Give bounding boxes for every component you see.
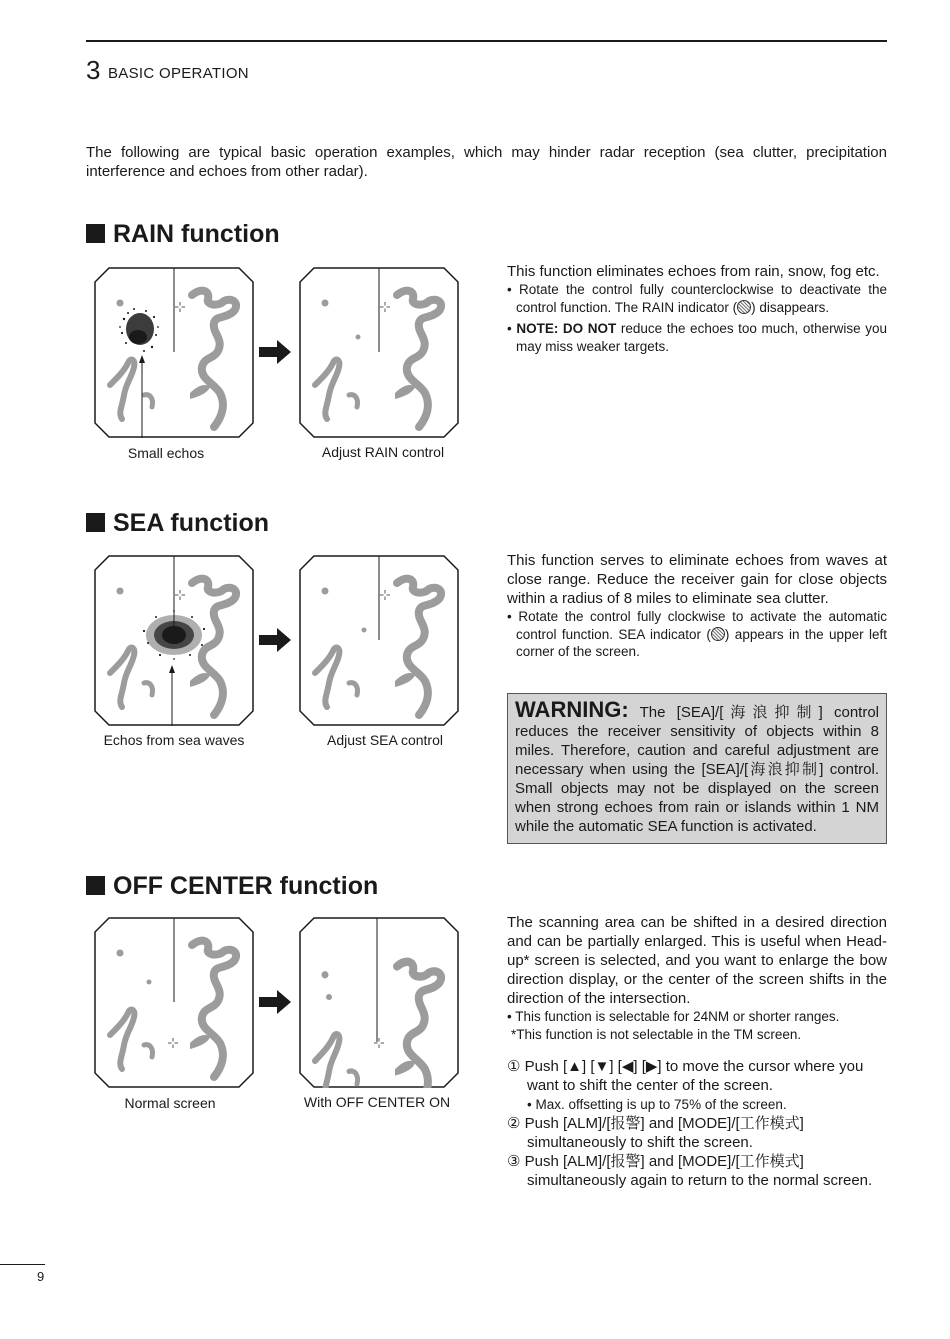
section-marker bbox=[86, 876, 105, 895]
offcenter-desc-text: The scanning area can be shifted in a desired direction and can be partially enlarged. This is useful when Head-up* screen is selected, and you want to enlarge the bow direction display, or the center of the screen shifts in the direction of the intersection. bbox=[507, 914, 887, 1007]
offcenter-note-1: • This function is selectable for 24NM or shorter ranges. bbox=[507, 1009, 840, 1024]
step-1: ① Push [▲] [▼] [◀] [▶] to move the cursor where you want to shift the center of the screen. • Max. offsetting is up to 75% of the screen. bbox=[507, 1058, 864, 1112]
offcenter-caption-right: With OFF CENTER ON bbox=[303, 1094, 451, 1110]
sea-after-screen bbox=[299, 555, 459, 726]
step-2: ② Push [ALM]/[报警] and [MODE]/[工作模式] simultaneously to shift the screen. bbox=[507, 1115, 804, 1151]
rain-caption-left: Small echos bbox=[127, 445, 205, 461]
sea-indicator-icon bbox=[711, 627, 725, 641]
rain-indicator-icon bbox=[737, 300, 751, 314]
rain-heading: RAIN function bbox=[86, 220, 280, 249]
sea-before-screen bbox=[94, 555, 254, 726]
rain-description bbox=[507, 262, 887, 355]
header-rule bbox=[86, 40, 887, 42]
footer-rule bbox=[0, 1264, 45, 1265]
sea-caption-right: Adjust SEA control bbox=[327, 732, 443, 748]
arrow-right-icon bbox=[259, 628, 291, 652]
chapter-number: 3 bbox=[86, 55, 101, 85]
offcenter-note-2: *This function is not selectable in the TM screen. bbox=[511, 1026, 802, 1042]
warning-title: WARNING: bbox=[515, 697, 629, 722]
arrow-right-icon bbox=[259, 990, 291, 1014]
offcenter-normal-screen bbox=[94, 917, 254, 1088]
rain-after-screen bbox=[299, 267, 459, 438]
chapter-title: BASIC OPERATION bbox=[108, 65, 249, 82]
arrow-right-icon bbox=[259, 340, 291, 364]
rain-bullet-2: • NOTE: DO NOT reduce the echoes too much, otherwise you may miss weaker targets. bbox=[507, 321, 888, 354]
page-number: 9 bbox=[37, 1269, 45, 1284]
step-3: ③ Push [ALM]/[报警] and [MODE]/[工作模式] simultaneously again to return to the normal screen. bbox=[507, 1153, 873, 1189]
rain-caption-right: Adjust RAIN control bbox=[321, 444, 445, 460]
step-1-note: • Max. offsetting is up to 75% of the screen. bbox=[527, 1097, 787, 1112]
sea-warning-box bbox=[507, 693, 887, 844]
section-marker bbox=[86, 513, 105, 532]
offcenter-shifted-screen bbox=[299, 917, 459, 1088]
rain-desc-text: This function eliminates echoes from rain, snow, fog etc. bbox=[507, 263, 880, 280]
sea-caption-left: Echos from sea waves bbox=[103, 732, 245, 748]
offcenter-description bbox=[507, 913, 887, 1043]
sea-desc-text: This function serves to eliminate echoes from waves at close range. Reduce the receiver gain for close objects within a radius of 8 miles to eliminate sea clutter. bbox=[507, 552, 887, 607]
rain-bullet-1: • Rotate the control fully counterclockwise to deactivate the control function. The RAIN indicator ( ) disappears. bbox=[507, 282, 888, 315]
rain-before-screen bbox=[94, 267, 254, 438]
section-marker bbox=[86, 224, 105, 243]
intro-paragraph: The following are typical basic operation examples, which may hinder radar reception (sea clutter, precipitation interference and echoes from other radar). bbox=[86, 144, 887, 180]
sea-bullet-1: • Rotate the control fully clockwise to activate the automatic control function. SEA indicator ( ) appears in the upper left corner of the screen. bbox=[507, 609, 887, 659]
sea-heading: SEA function bbox=[86, 509, 269, 538]
offcenter-steps bbox=[507, 1057, 887, 1190]
offcenter-heading: OFF CENTER function bbox=[86, 872, 378, 901]
warning-text: The [SEA]/[海浪抑制] control reduces the receiver sensitivity of objects within 8 miles. Therefore, caution and careful adjustment are necessary when using the [SEA]/[海浪抑制] control. Small objects may not be displayed on the screen when strong echoes from rain or islands within 1 NM while the automatic SEA function is activated. bbox=[515, 704, 879, 835]
offcenter-caption-left: Normal screen bbox=[124, 1095, 216, 1111]
sea-description bbox=[507, 551, 887, 661]
